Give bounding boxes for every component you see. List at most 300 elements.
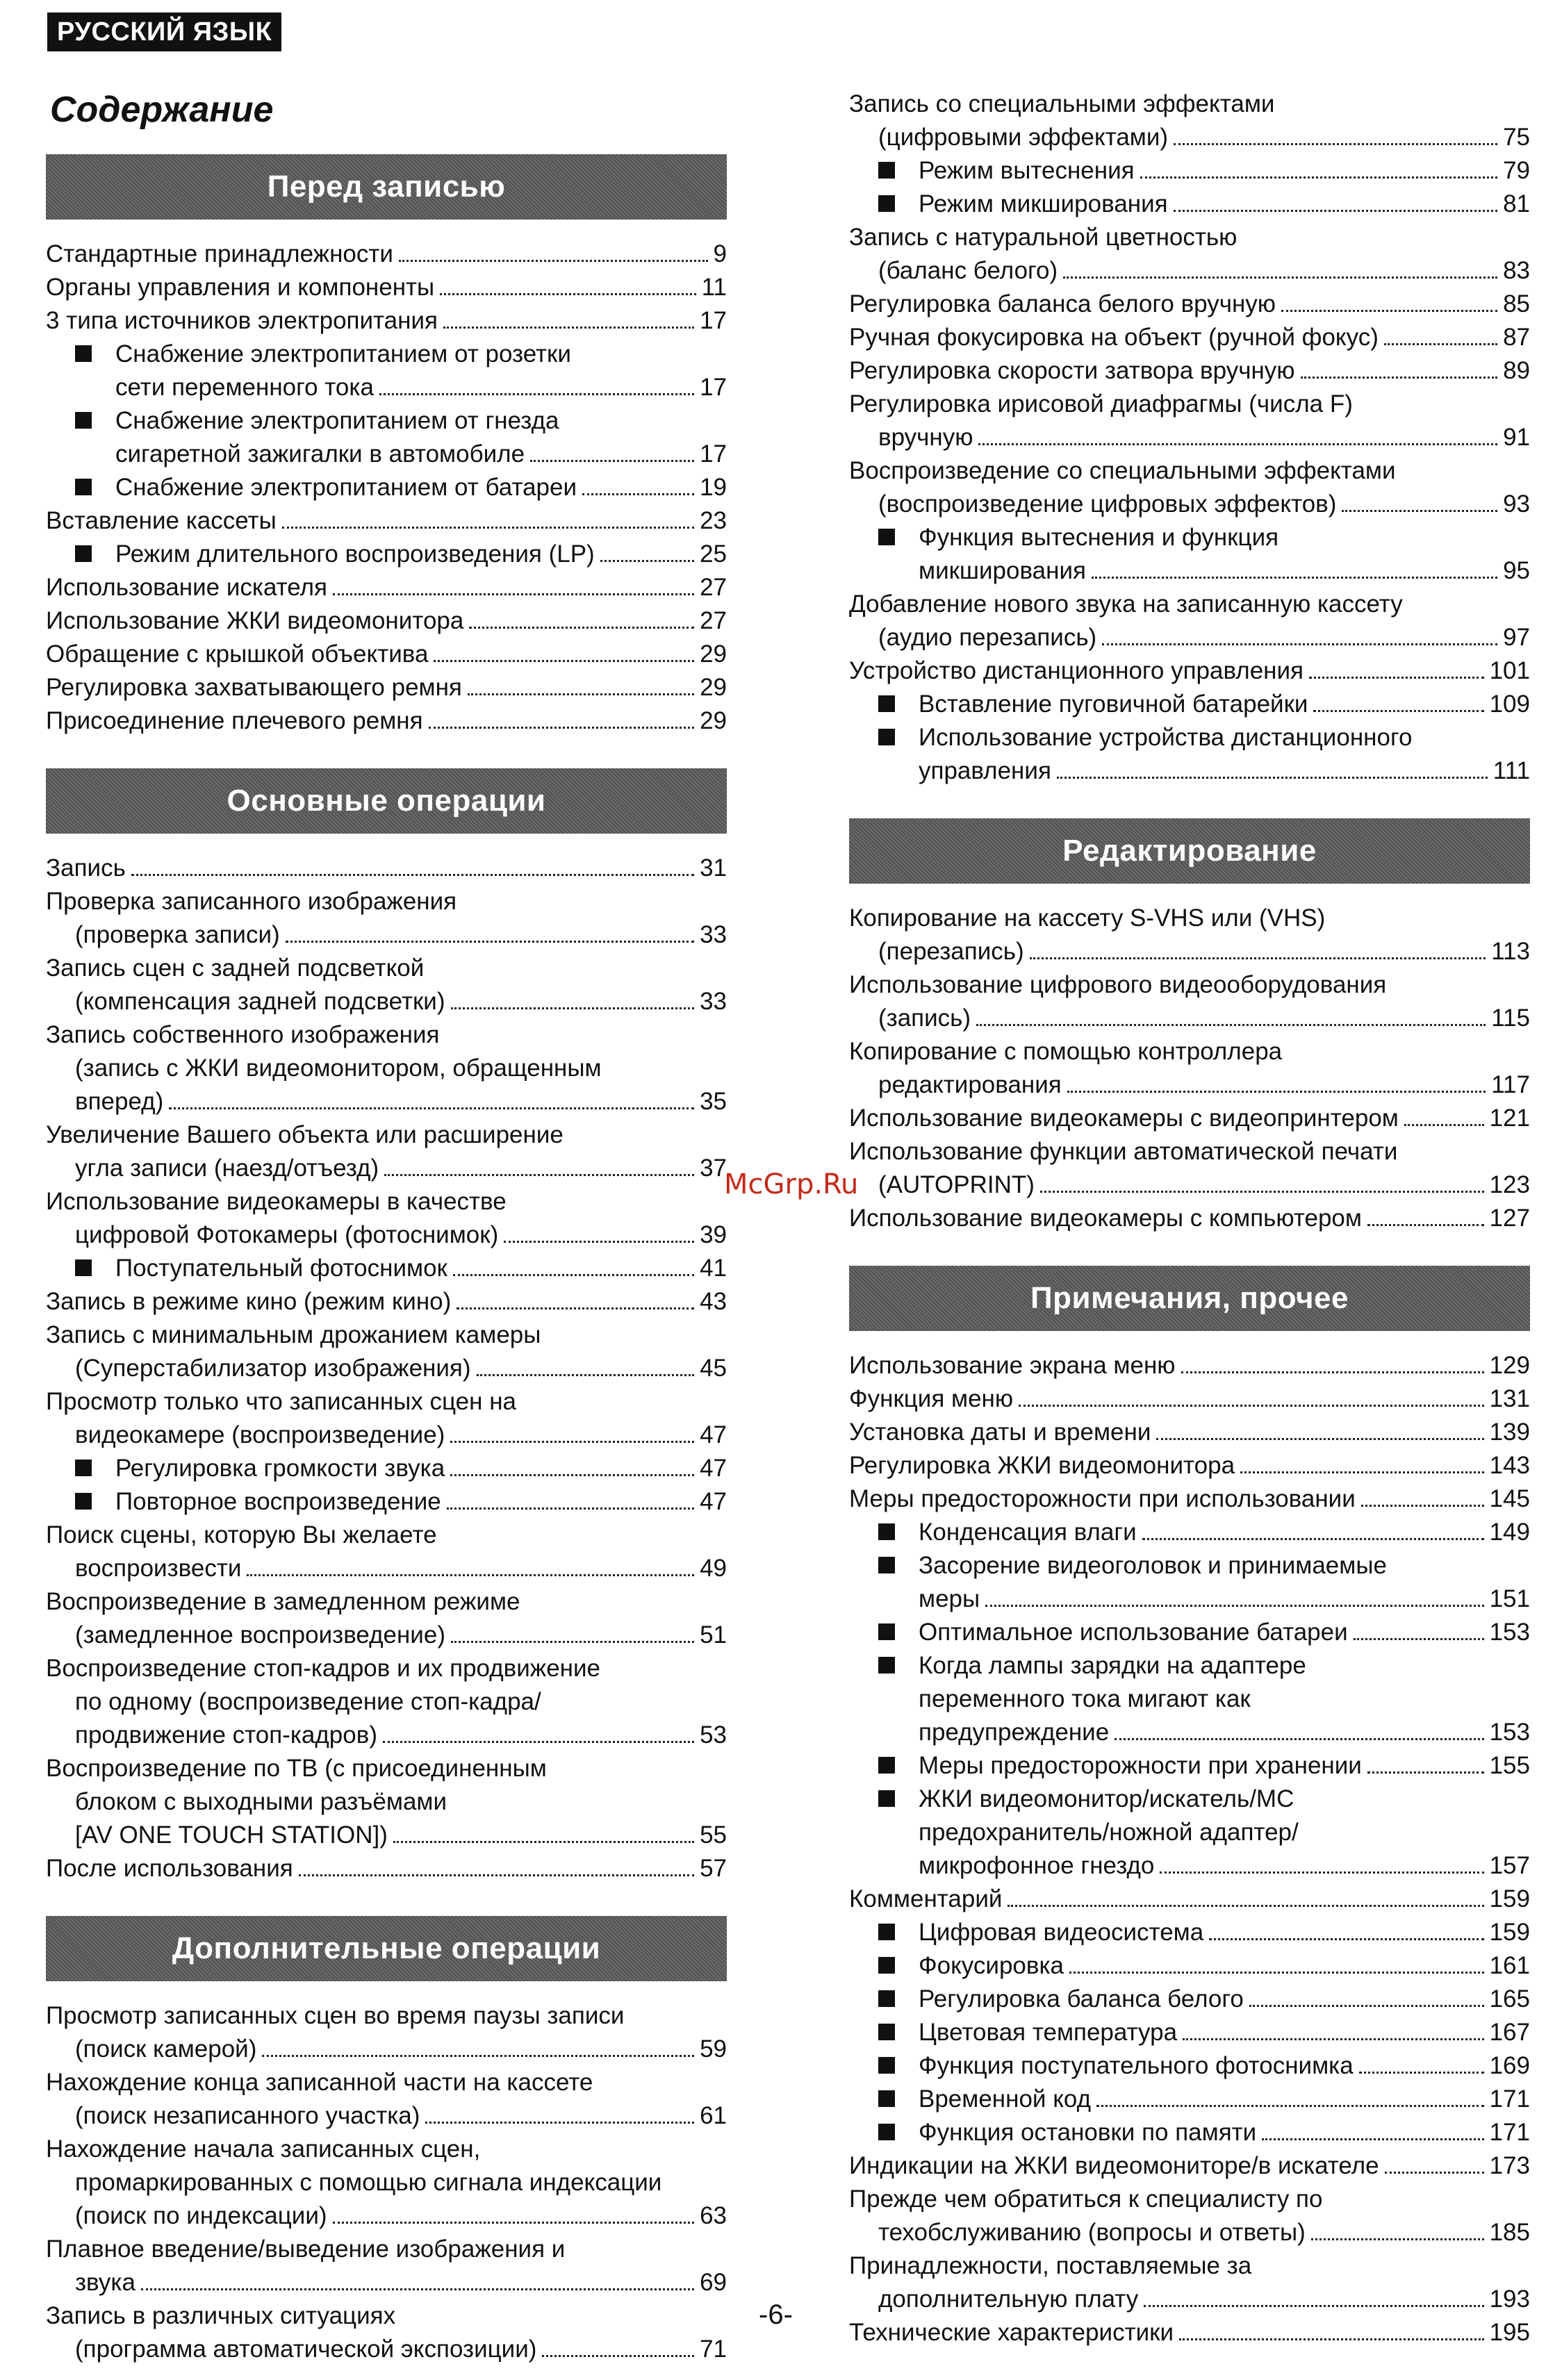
page-ref: 171 — [1489, 2085, 1530, 2113]
page-ref: 49 — [700, 1555, 727, 1582]
entry-text: воспроизвести — [75, 1555, 242, 1582]
entry-text: переменного тока мигают как — [919, 1685, 1251, 1712]
dot-leader — [1404, 1124, 1484, 1126]
page-ref: 79 — [1503, 157, 1530, 184]
entry-text: видеокамере (воспроизведение) — [75, 1421, 445, 1448]
entry-text: Просмотр записанных сцен во время паузы записи — [46, 2002, 625, 2029]
entry-text: Органы управления и компоненты — [46, 274, 435, 301]
dot-leader — [383, 1741, 694, 1743]
toc-entry[interactable] — [46, 1585, 727, 1652]
toc-entry[interactable] — [849, 968, 1530, 1035]
toc-entry[interactable] — [849, 388, 1530, 454]
entry-text: техобслуживанию (вопросы и ответы) — [878, 2219, 1306, 2246]
toc-entry[interactable] — [46, 304, 727, 338]
toc-entry[interactable] — [46, 1999, 727, 2066]
toc-subentry[interactable] — [849, 1949, 1530, 1983]
page-ref: 43 — [700, 1288, 727, 1315]
page-ref: 155 — [1489, 1752, 1530, 1779]
section-header: Основные операции — [46, 768, 727, 834]
entry-text: Использование экрана меню — [849, 1352, 1176, 1379]
page-ref: 149 — [1489, 1519, 1530, 1546]
dot-leader — [451, 1007, 695, 1009]
toc-column-right — [849, 88, 1530, 2380]
page-ref: 153 — [1489, 1619, 1530, 1646]
dot-leader — [440, 293, 696, 295]
toc-subentry[interactable] — [849, 688, 1530, 721]
toc-entry[interactable] — [46, 704, 727, 738]
page-ref: 111 — [1492, 757, 1530, 784]
dot-leader — [1096, 2105, 1484, 2107]
entry-text: Повторное воспроизведение — [115, 1488, 441, 1515]
dot-leader — [425, 2122, 694, 2124]
entry-text: редактирования — [878, 1071, 1062, 1098]
section-header: Перед записью — [46, 154, 727, 220]
watermark: McGrp.Ru — [724, 1168, 859, 1200]
page-ref: 87 — [1503, 324, 1530, 351]
entry-text: Снабжение электропитанием от батареи — [115, 474, 577, 501]
page-ref: 115 — [1491, 1005, 1530, 1032]
page-ref: 85 — [1503, 290, 1530, 317]
entry-text: (компенсация задней подсветки) — [75, 988, 445, 1015]
entry-text: Засорение видеоголовок и принимаемые — [919, 1552, 1387, 1579]
page-number: -6- — [759, 2299, 793, 2330]
toc-subentry[interactable] — [849, 2083, 1530, 2116]
entry-text: ЖКИ видеомонитор/искатель/МС — [919, 1785, 1294, 1812]
page-ref: 83 — [1503, 257, 1530, 284]
entry-text: Использование видеокамеры в качестве — [46, 1188, 507, 1215]
page-ref: 25 — [700, 540, 727, 568]
entry-text: (запись с ЖКИ видеомонитором, обращенным — [75, 1055, 602, 1082]
page-ref: 9 — [713, 240, 727, 267]
dot-leader — [1092, 577, 1497, 579]
entry-text: [AV ONE TOUCH STATION]) — [75, 1821, 388, 1849]
entry-text: Добавление нового звука на записанную кассету — [849, 590, 1403, 618]
toc-subentry[interactable] — [46, 1452, 727, 1485]
toc-subentry[interactable] — [849, 521, 1530, 588]
dot-leader — [477, 1374, 695, 1376]
entry-text: (запись) — [878, 1005, 971, 1032]
page-ref: 123 — [1489, 1171, 1530, 1198]
toc-entry[interactable] — [849, 2183, 1530, 2249]
page-ref: 41 — [700, 1255, 727, 1282]
entry-text: Комментарий — [849, 1885, 1003, 1912]
entry-text: блоком с выходными разъёмами — [75, 1788, 447, 1815]
dot-leader — [1057, 777, 1488, 779]
page-ref: 17 — [700, 440, 727, 468]
entry-text: Регулировка ирисовой диафрагмы (числа F) — [849, 390, 1353, 418]
page-ref: 131 — [1489, 1385, 1530, 1412]
dot-leader — [1067, 1091, 1486, 1093]
entry-text: Использование видеокамеры с компьютером — [849, 1205, 1362, 1232]
toc-entry[interactable] — [849, 454, 1530, 521]
dot-leader — [1181, 1371, 1484, 1373]
page-ref: 157 — [1489, 1852, 1530, 1879]
dot-leader — [1160, 1871, 1483, 1874]
toc-entry[interactable] — [46, 604, 727, 638]
toc-subentry[interactable] — [46, 471, 727, 504]
entry-text: Функция остановки по памяти — [919, 2119, 1257, 2146]
dot-leader — [1174, 143, 1497, 145]
dot-leader — [282, 527, 694, 529]
dot-leader — [1115, 1738, 1483, 1740]
page-ref: 29 — [700, 641, 727, 668]
page-ref: 47 — [700, 1488, 727, 1515]
toc-entry[interactable] — [849, 1883, 1530, 1916]
page-ref: 143 — [1489, 1452, 1530, 1479]
toc-entry[interactable] — [849, 2149, 1530, 2183]
dot-leader — [429, 727, 694, 729]
entry-text: Проверка записанного изображения — [46, 888, 457, 915]
entry-text: цифровой Фотокамеры (фотоснимок) — [75, 1221, 499, 1248]
dot-leader — [379, 393, 694, 395]
page-ref: 47 — [700, 1421, 727, 1448]
dot-leader — [1354, 1638, 1484, 1640]
page-ref: 33 — [700, 921, 727, 948]
entry-text: вручную — [878, 424, 973, 451]
entry-text: 3 типа источников электропитания — [46, 307, 438, 334]
page-ref: 185 — [1489, 2219, 1530, 2246]
dot-leader — [1063, 276, 1497, 279]
toc-entry[interactable] — [849, 1416, 1530, 1449]
toc-subentry[interactable] — [46, 538, 727, 571]
entry-text: Режим микширования — [919, 190, 1168, 217]
entry-text: Оптимальное использование батареи — [919, 1619, 1348, 1646]
entry-text: Вставление пуговичной батарейки — [919, 691, 1308, 718]
section-header: Дополнительные операции — [46, 1916, 727, 1981]
toc-entry[interactable] — [849, 221, 1530, 288]
page-ref: 159 — [1489, 1885, 1530, 1912]
entry-text: Воспроизведение со специальными эффектами — [849, 457, 1396, 484]
dot-leader — [1367, 1224, 1484, 1226]
toc-entry[interactable] — [849, 88, 1530, 154]
page-ref: 61 — [700, 2102, 727, 2129]
dot-leader — [1359, 2072, 1484, 2074]
entry-text: Просмотр только что записанных сцен на — [46, 1388, 516, 1415]
dot-leader — [1313, 710, 1483, 712]
language-tab: РУССКИЙ ЯЗЫК — [47, 13, 281, 51]
page-ref: 145 — [1489, 1485, 1530, 1512]
toc-entry[interactable] — [46, 952, 727, 1018]
toc-entry[interactable] — [849, 902, 1530, 968]
toc-entry[interactable] — [46, 1752, 727, 1852]
entry-text: Снабжение электропитанием от гнезда — [115, 407, 559, 434]
page-ref: 51 — [700, 1621, 727, 1648]
entry-text: Использование устройства дистанционного — [919, 724, 1413, 751]
page-ref: 35 — [700, 1088, 727, 1115]
dot-leader — [443, 327, 694, 329]
page-ref: 151 — [1489, 1585, 1530, 1612]
entry-text: Режим длительного воспроизведения (LP) — [115, 540, 595, 568]
dot-leader — [450, 1441, 694, 1443]
page-ref: 121 — [1489, 1105, 1530, 1132]
page-ref: 17 — [700, 374, 727, 401]
page-ref: 39 — [700, 1221, 727, 1248]
entry-text: дополнительную плату — [878, 2286, 1139, 2313]
dot-leader — [141, 2288, 694, 2290]
page-ref: 69 — [700, 2269, 727, 2296]
toc-subentry[interactable] — [849, 2049, 1530, 2083]
entry-text: Использование цифрового видеооборудования — [849, 971, 1387, 998]
page-ref: 27 — [700, 574, 727, 601]
toc-entry[interactable] — [46, 671, 727, 704]
toc-subentry[interactable] — [849, 1649, 1530, 1749]
dot-leader — [393, 1841, 694, 1843]
entry-text: Меры предосторожности при хранении — [919, 1752, 1362, 1779]
entry-text: (воспроизведение цифровых эффектов) — [878, 490, 1337, 518]
entry-text: промаркированных с помощью сигнала индексации — [75, 2169, 662, 2196]
toc-entry[interactable] — [849, 1349, 1530, 1382]
page-ref: 161 — [1489, 1952, 1530, 1979]
page-ref: 159 — [1489, 1919, 1530, 1946]
entry-text: Увеличение Вашего объекта или расширение — [46, 1121, 564, 1148]
toc-entry[interactable] — [46, 1852, 727, 1885]
page-ref: 93 — [1503, 490, 1530, 518]
entry-text: Поступательный фотоснимок — [115, 1255, 447, 1282]
dot-leader — [333, 2222, 695, 2224]
dot-leader — [1367, 1771, 1484, 1774]
toc-entry[interactable] — [849, 321, 1530, 354]
entry-text: (программа автоматической экспозиции) — [75, 2336, 537, 2363]
dot-leader — [469, 627, 694, 629]
dot-leader — [451, 1641, 694, 1643]
toc-subentry[interactable] — [849, 1749, 1530, 1783]
dot-leader — [1156, 1438, 1483, 1440]
entry-text: Стандартные принадлежности — [46, 240, 393, 267]
entry-text: Запись собственного изображения — [46, 1021, 440, 1048]
page-ref: 17 — [700, 307, 727, 334]
toc-entry[interactable] — [849, 288, 1530, 321]
dot-leader — [262, 2055, 694, 2057]
entry-text: Присоединение плечевого ремня — [46, 707, 423, 734]
page-ref: 59 — [700, 2035, 727, 2063]
toc-subentry[interactable] — [849, 2116, 1530, 2149]
entry-text: Цветовая температура — [919, 2019, 1178, 2046]
dot-leader — [1144, 2305, 1483, 2307]
dot-leader — [1342, 510, 1497, 512]
toc-subentry[interactable] — [46, 404, 727, 471]
entry-text: Поиск сцены, которую Вы желаете — [46, 1521, 437, 1548]
section-header: Примечания, прочее — [849, 1266, 1530, 1331]
page-ref: 75 — [1503, 124, 1530, 151]
page-ref: 193 — [1489, 2286, 1530, 2313]
toc-entry[interactable] — [849, 2249, 1530, 2316]
entry-text: Цифровая видеосистема — [919, 1919, 1204, 1946]
toc-subentry[interactable] — [849, 1549, 1530, 1616]
toc-entry[interactable] — [46, 1018, 727, 1118]
page-ref: 167 — [1489, 2019, 1530, 2046]
entry-text: Нахождение начала записанных сцен, — [46, 2135, 481, 2163]
entry-text: Функция поступательного фотоснимка — [919, 2052, 1354, 2079]
dot-leader — [1102, 643, 1497, 645]
page-ref: 101 — [1489, 657, 1530, 684]
dot-leader — [1019, 1405, 1483, 1407]
toc-entry[interactable] — [46, 2066, 727, 2133]
page-ref: 23 — [700, 507, 727, 534]
entry-text: (аудио перезапись) — [878, 624, 1097, 651]
dot-leader — [1240, 1471, 1484, 1473]
dot-leader — [542, 2355, 694, 2357]
toc-subentry[interactable] — [849, 1616, 1530, 1649]
toc-entry[interactable] — [46, 1385, 727, 1452]
entry-text: микрофонное гнездо — [919, 1852, 1155, 1879]
toc-column-left — [46, 154, 727, 2366]
entry-text: Запись с натуральной цветностью — [849, 224, 1237, 251]
page-ref: 169 — [1489, 2052, 1530, 2079]
toc-entry[interactable] — [849, 654, 1530, 688]
entry-text: Конденсация влаги — [919, 1519, 1137, 1546]
page-ref: 55 — [700, 1821, 727, 1849]
toc-entry[interactable] — [46, 1519, 727, 1585]
entry-text: предохранитель/ножной адаптер/ — [919, 1819, 1299, 1846]
page-ref: 165 — [1489, 1985, 1530, 2013]
entry-text: Регулировка ЖКИ видеомонитора — [849, 1452, 1235, 1479]
entry-text: Запись с минимальным дрожанием камеры — [46, 1321, 541, 1348]
entry-text: предупреждение — [919, 1719, 1110, 1746]
entry-text: продвижение стоп-кадров) — [75, 1721, 377, 1749]
page-ref: 45 — [700, 1355, 727, 1382]
toc-entry[interactable] — [849, 588, 1530, 654]
entry-text: Запись со специальными эффектами — [849, 90, 1275, 117]
toc-subentry[interactable] — [46, 1252, 727, 1285]
entry-text: Режим вытеснения — [919, 157, 1135, 184]
entry-text: Копирование на кассету S-VHS или (VHS) — [849, 904, 1326, 932]
entry-text: (поиск незаписанного участка) — [75, 2102, 420, 2129]
dot-leader — [976, 1024, 1486, 1026]
entry-text: (проверка записи) — [75, 921, 280, 948]
page-ref: 29 — [700, 674, 727, 701]
dot-leader — [384, 1174, 694, 1176]
toc-subentry[interactable] — [46, 338, 727, 404]
toc-subentry[interactable] — [849, 1516, 1530, 1549]
toc-subentry[interactable] — [849, 1916, 1530, 1949]
toc-entry[interactable] — [46, 1185, 727, 1252]
toc-entry[interactable] — [46, 504, 727, 538]
toc-subentry[interactable] — [849, 2016, 1530, 2049]
entry-text: Ручная фокусировка на объект (ручной фокус) — [849, 324, 1379, 351]
dot-leader — [1309, 677, 1484, 679]
page-ref: 33 — [700, 988, 727, 1015]
toc-entry[interactable] — [849, 1382, 1530, 1416]
dot-leader — [1142, 1538, 1484, 1540]
toc-entry[interactable] — [46, 571, 727, 604]
toc-entry[interactable] — [46, 852, 727, 885]
entry-text: Воспроизведение по ТВ (с присоединенным — [46, 1755, 547, 1782]
toc-entry[interactable] — [46, 238, 727, 271]
toc-entry[interactable] — [46, 2299, 727, 2366]
toc-entry[interactable] — [46, 885, 727, 952]
toc-entry[interactable] — [849, 354, 1530, 388]
dot-leader — [299, 1874, 694, 1876]
dot-leader — [1281, 310, 1497, 312]
page-ref: 53 — [700, 1721, 727, 1749]
entry-text: (перезапись) — [878, 938, 1024, 965]
page-ref: 153 — [1489, 1719, 1530, 1746]
dot-leader — [1384, 343, 1497, 345]
page-ref: 95 — [1503, 557, 1530, 584]
toc-entry[interactable] — [46, 271, 727, 304]
dot-leader — [1249, 2005, 1484, 2007]
toc-entry[interactable] — [849, 1102, 1530, 1135]
entry-text: вперед) — [75, 1088, 164, 1115]
toc-subentry[interactable] — [46, 1485, 727, 1519]
page-ref: 63 — [700, 2202, 727, 2229]
dot-leader — [1361, 1505, 1484, 1507]
toc-entry[interactable] — [46, 638, 727, 671]
toc-section — [849, 818, 1530, 1235]
page-ref: 113 — [1491, 938, 1530, 965]
toc-entry[interactable] — [849, 1482, 1530, 1516]
toc-entry[interactable] — [46, 2233, 727, 2299]
dot-leader — [1030, 957, 1486, 959]
dot-leader — [1385, 2172, 1484, 2174]
toc-entry[interactable] — [849, 1449, 1530, 1482]
toc-entry[interactable] — [849, 2316, 1530, 2349]
page-ref: 29 — [700, 707, 727, 734]
page-ref: 171 — [1489, 2119, 1530, 2146]
dot-leader — [333, 593, 694, 595]
entry-text: Индикации на ЖКИ видеомониторе/в искателе — [849, 2152, 1379, 2179]
entry-text: сети переменного тока — [115, 374, 374, 401]
page-ref: 195 — [1489, 2319, 1530, 2346]
toc-entry[interactable] — [849, 1035, 1530, 1102]
entry-text: Запись в режиме кино (режим кино) — [46, 1288, 452, 1315]
dot-leader — [1301, 377, 1498, 379]
toc-entry[interactable] — [46, 1319, 727, 1385]
entry-text: (цифровыми эффектами) — [878, 124, 1169, 151]
dot-leader — [453, 1274, 694, 1276]
entry-text: Функция меню — [849, 1385, 1014, 1412]
entry-text: угла записи (наезд/отъезд) — [75, 1155, 379, 1182]
toc-entry[interactable] — [849, 1202, 1530, 1235]
page-ref: 37 — [700, 1155, 727, 1182]
entry-text: сигаретной зажигалки в автомобиле — [115, 440, 525, 468]
dot-leader — [1183, 2038, 1484, 2040]
toc-subentry[interactable] — [849, 1783, 1530, 1883]
dot-leader — [582, 493, 694, 495]
toc-entry[interactable] — [46, 1285, 727, 1319]
toc-entry[interactable] — [46, 1118, 727, 1185]
dot-leader — [1008, 1905, 1483, 1907]
dot-leader — [1174, 210, 1497, 212]
entry-text: Установка даты и времени — [849, 1419, 1151, 1446]
entry-text: Вставление кассеты — [46, 507, 277, 534]
toc-subentry[interactable] — [849, 721, 1530, 788]
dot-leader — [468, 693, 694, 695]
entry-text: Когда лампы зарядки на адаптере — [919, 1652, 1306, 1679]
toc-entry[interactable] — [46, 2133, 727, 2233]
dot-leader — [434, 660, 694, 662]
entry-text: по одному (воспроизведение стоп-кадра/ — [75, 1688, 541, 1715]
page-ref: 127 — [1489, 1205, 1530, 1232]
entry-text: Запись в различных ситуациях — [46, 2302, 396, 2329]
toc-subentry[interactable] — [849, 188, 1530, 221]
entry-text: Воспроизведение в замедленном режиме — [46, 1588, 520, 1615]
entry-text: (AUTOPRINT) — [878, 1171, 1035, 1198]
dot-leader — [457, 1307, 694, 1309]
dot-leader — [447, 1507, 694, 1510]
toc-entry[interactable] — [849, 1135, 1530, 1202]
entry-text: Плавное введение/выведение изображения и — [46, 2236, 566, 2263]
page-ref: 47 — [700, 1455, 727, 1482]
entry-text: управления — [919, 757, 1051, 784]
toc-subentry[interactable] — [849, 1983, 1530, 2016]
toc-section — [849, 1266, 1530, 2349]
toc-section — [46, 768, 727, 1885]
toc-section — [849, 88, 1530, 788]
entry-text: После использования — [46, 1855, 293, 1882]
toc-subentry[interactable] — [849, 154, 1530, 188]
toc-entry[interactable] — [46, 1652, 727, 1752]
